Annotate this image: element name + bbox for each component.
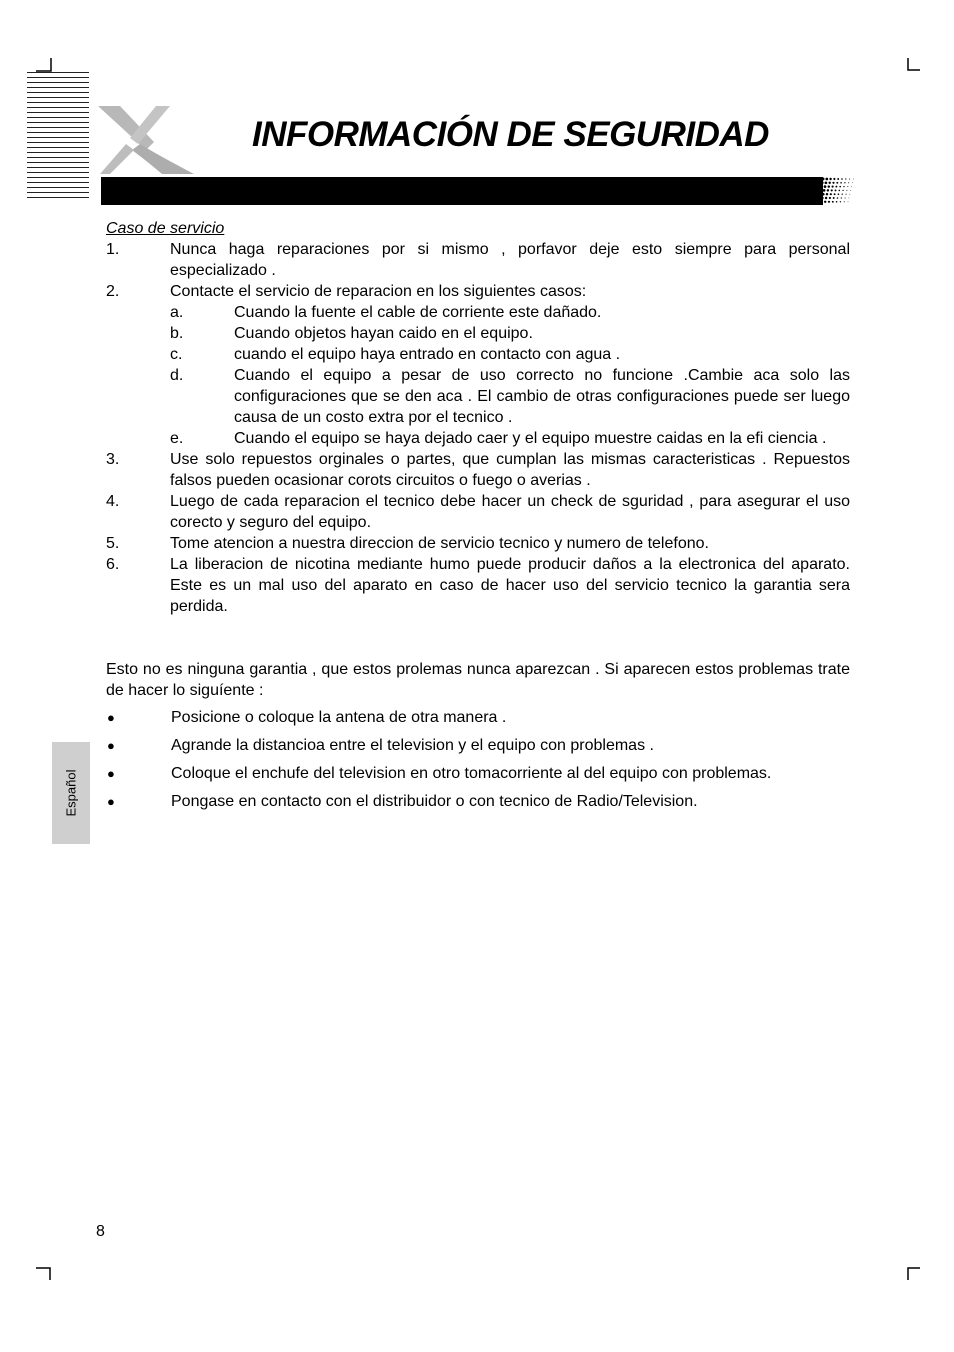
interference-intro: Esto no es ninguna garantia , que estos prolemas nunca aparezcan . Si aparecen estos problemas trate de hacer lo siguíente :: [106, 661, 850, 699]
sub-list-item: e. Cuando el equipo se haya dejado caer y el equipo muestre caidas en la efi ciencia .: [170, 430, 827, 447]
list-item: 1. Nunca haga reparaciones por si mismo , porfavor deje esto siempre para personal especializado .: [106, 241, 850, 279]
bullet-icon: ●: [107, 738, 115, 753]
bullet-icon: ●: [107, 710, 115, 725]
sub-list-item: a. Cuando la fuente el cable de corriente este dañado.: [170, 304, 602, 321]
language-tab: [52, 742, 90, 844]
bullet-item: ● Pongase en contacto con el distribuidor o con tecnico de Radio/Television.: [107, 793, 698, 810]
crop-mark-bottom-left: [36, 1266, 52, 1282]
bullet-item: ● Posicione o coloque la antena de otra manera .: [107, 709, 507, 726]
page-title: INFORMACIÓN DE SEGURIDAD: [252, 115, 769, 154]
section-heading: Caso de servicio: [106, 220, 225, 237]
sub-list-item: d. Cuando el equipo a pesar de uso correcto no funcione .Cambie aca solo las configuraciones que se den aca . El cambio de otras configuraciones puede ser luego causa de un costo extra por el tecnico .: [170, 367, 850, 426]
bullet-list: [106, 707, 850, 812]
brand-x-logo-icon: [96, 104, 196, 176]
list-item: 2. Contacte el servicio de reparacion en los siguientes casos:: [106, 283, 587, 300]
bullet-item: ● Coloque el enchufe del television en otro tomacorriente al del equipo con problemas.: [107, 765, 772, 782]
list-item: 3. Use solo repuestos orginales o partes, que cumplan las mismas caracteristicas . Repuestos falsos pueden ocasionar corots circuitos o fuego o averias .: [106, 451, 850, 489]
sub-list: [106, 302, 850, 449]
list-item: 5. Tome atencion a nuestra direccion de servicio tecnico y numero de telefono.: [106, 535, 709, 552]
language-tab-label: Español: [63, 769, 79, 817]
bullet-icon: ●: [107, 794, 115, 809]
bullet-icon: ●: [107, 766, 115, 781]
list-item: 6. La liberacion de nicotina mediante humo puede producir daños a la electronica del aparato. Este es un mal uso del aparato en caso de hacer uso del servicio tecnico la garantia sera perdida.: [106, 556, 850, 615]
list-item: 4. Luego de cada reparacion el tecnico debe hacer un check de sguridad , para asegurar el uso corecto y seguro del equipo.: [106, 493, 850, 531]
sub-list-item: b. Cuando objetos hayan caido en el equipo.: [170, 325, 533, 342]
page-number: 8: [96, 1223, 105, 1240]
sub-list-item: c. cuando el equipo haya entrado en contacto con agua .: [170, 346, 621, 363]
decorative-stripes: [27, 72, 89, 200]
bullet-item: ● Agrande la distancioa entre el television y el equipo con problemas .: [107, 737, 654, 754]
document-body: [106, 218, 850, 819]
title-bar-dot-pattern: [821, 177, 855, 205]
crop-mark-top-right: [906, 58, 922, 74]
title-bar: [101, 177, 823, 205]
crop-mark-bottom-right: [906, 1266, 922, 1282]
